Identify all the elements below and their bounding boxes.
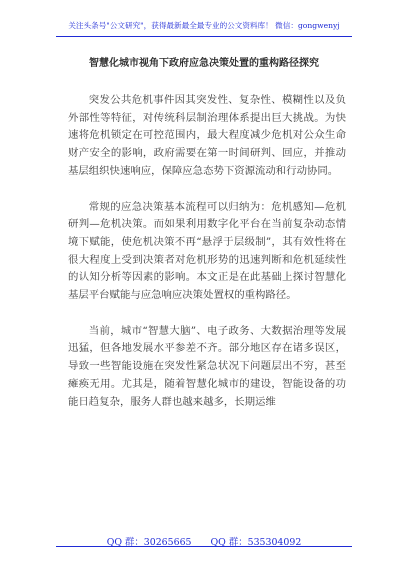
footer-qq-group-1: QQ 群：30265665 bbox=[106, 537, 192, 548]
paragraph-2: 常规的应急决策基本流程可以归纳为：危机感知—危机研判—危机决策。而如果利用数字化平台在当前复杂动态情境下赋能，使危机决策不再“悬浮于层级制”，其有效性将在很大程度上受到决策者对危机形势的迅速判断和危机延续性的认知分析等因素的影响。本文正是在此基础上探讨智慧化基层平台赋能与应急响应决策处置权的重构路径。 bbox=[68, 200, 346, 302]
paragraph-1: 突发公共危机事件因其突发性、复杂性、模糊性以及负外部性等特征，对传统科层制治理体系提出巨大挑战。为快速将危机锁定在可控范围内，最大程度减少危机对公众生命财产安全的影响，政府需要在第一时间研判、回应，并推动基层组织快速响应，保障应急态势下资源流动和行动协同。 bbox=[68, 94, 346, 177]
document-body bbox=[68, 92, 346, 429]
paragraph-3: 当前，城市“智慧大脑”、电子政务、大数据治理等发展迅猛，但各地发展水平参差不齐。部分地区存在诸多误区，导致一些智能设施在突发性紧急状况下问题层出不穷，甚至瘫痪无用。尤其是，随着智慧化城市的建设，智能设备的功能日趋复杂，服务人群也越来越多，长期运维 bbox=[68, 324, 346, 408]
page-header-banner: 关注头条号"公文研究"，获得最新最全最专业的公文资料库！ 微信：gongwenyj bbox=[68, 21, 340, 30]
footer-divider bbox=[56, 546, 352, 547]
footer-qq-group-2: QQ 群：535304092 bbox=[210, 537, 302, 548]
header-divider bbox=[56, 36, 352, 37]
document-title: 智慧化城市视角下政府应急决策处置的重构路径探究 bbox=[89, 58, 319, 69]
